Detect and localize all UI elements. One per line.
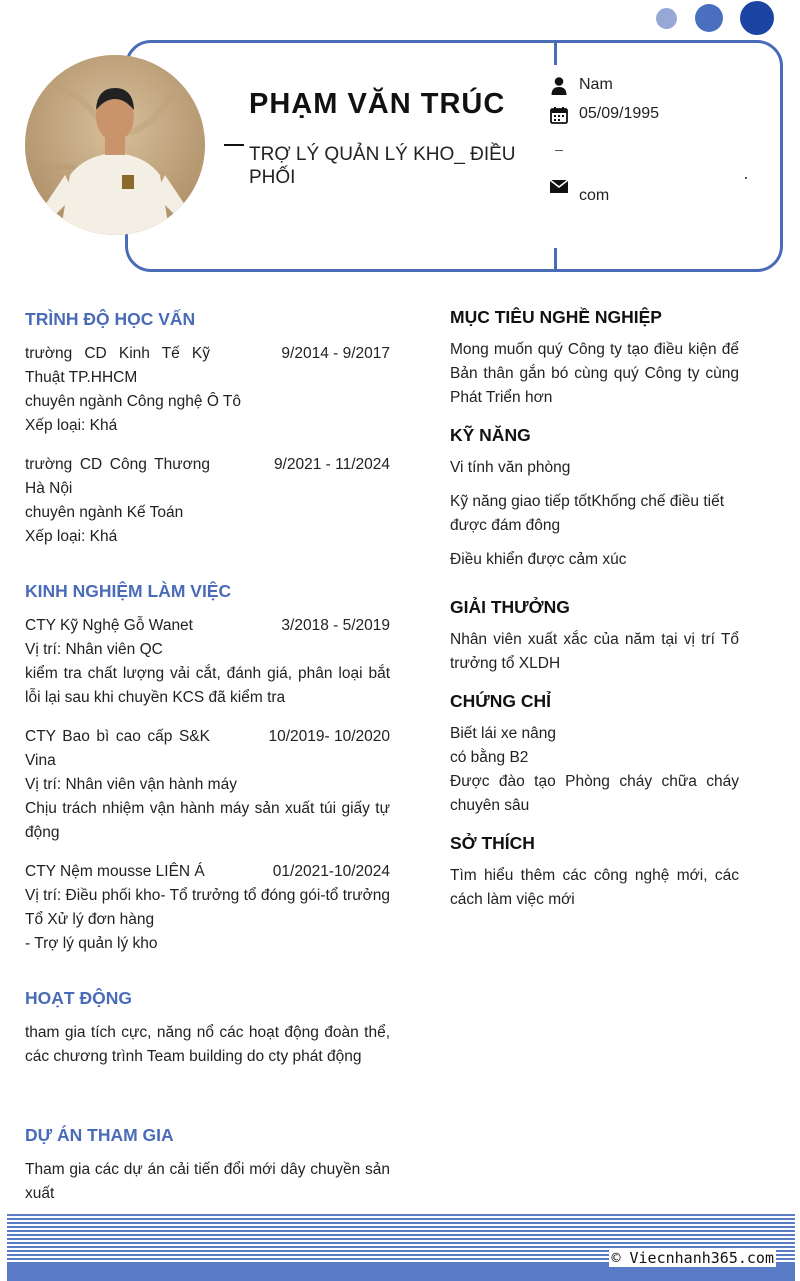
exp-2-role: Vị trí: Nhân viên vận hành máy — [25, 776, 237, 793]
hobbies-text: Tìm hiểu thêm các công nghệ mới, các cách làm việc mới — [450, 867, 739, 908]
edu-1-period: 9/2014 - 9/2017 — [281, 345, 390, 362]
exp-2-desc: Chịu trách nhiệm vận hành máy sản xuất túi giấy tự động — [25, 800, 390, 841]
header-divider-top — [554, 43, 557, 65]
job-title: TRỢ LÝ QUẢN LÝ KHO_ ĐIỀU PHỐI — [249, 144, 516, 188]
user-icon — [549, 76, 569, 96]
title-dash — [224, 144, 244, 146]
edu-2-school: trường CD Công Thương Hà Nội — [25, 456, 210, 497]
activities-text: tham gia tích cực, năng nổ các hoạt động đoàn thể, các chương trình Team building do cty phát động — [25, 1024, 390, 1065]
education-title: TRÌNH ĐỘ HỌC VẤN — [25, 309, 196, 329]
copyright-text: © Viecnhanh365.com — [611, 1249, 774, 1267]
exp-1-role: Vị trí: Nhân viên QC — [25, 641, 163, 658]
projects-title: DỰ ÁN THAM GIA — [25, 1125, 174, 1145]
avatar-photo — [25, 55, 205, 235]
candidate-name: PHẠM VĂN TRÚC — [249, 88, 506, 120]
edu-2-period: 9/2021 - 11/2024 — [273, 456, 390, 473]
exp-3-desc: - Trợ lý quản lý kho — [25, 935, 158, 952]
edu-1-school: trường CD Kinh Tế Kỹ Thuật TP.HHCM — [25, 345, 210, 386]
decor-dot-small — [656, 8, 677, 29]
edu-1-grade: Xếp loại: Khá — [25, 417, 118, 434]
certificate-line: Biết lái xe nâng — [450, 725, 556, 742]
objective-text: Mong muốn quý Công ty tạo điều kiện để Bản thân gắn bó cùng quý Công ty cùng Phát Triển hơn — [450, 341, 739, 406]
certificate-line: Được đào tạo Phòng cháy chữa cháy chuyên sâu — [450, 773, 739, 814]
avatar — [25, 55, 205, 235]
experience-title: KINH NGHIỆM LÀM VIỆC — [25, 581, 232, 601]
exp-2-period: 10/2019- 10/2020 — [268, 728, 390, 745]
skill-item: Điều khiển được cảm xúc — [450, 551, 627, 568]
skill-item: Kỹ năng giao tiếp tốtKhống chế điều tiết được đám đông — [450, 493, 725, 534]
objective-title: MỤC TIÊU NGHỀ NGHIỆP — [450, 307, 662, 327]
exp-3-company: CTY Nệm mousse LIÊN Á — [25, 863, 205, 880]
certificates-title: CHỨNG CHỈ — [450, 691, 552, 711]
hobbies-title: SỞ THÍCH — [450, 833, 535, 853]
decor-dot-large — [740, 1, 774, 35]
email-value: com — [579, 187, 610, 204]
exp-3-period: 01/2021-10/2024 — [272, 863, 390, 880]
skills-title: KỸ NĂNG — [450, 425, 531, 445]
exp-1-company: CTY Kỹ Nghệ Gỗ Wanet — [25, 617, 193, 634]
calendar-icon — [549, 105, 569, 125]
projects-text: Tham gia các dự án cải tiến đổi mới dây chuyền sản xuất — [25, 1161, 390, 1202]
gender-value: Nam — [579, 76, 613, 93]
phone-icon — [555, 150, 563, 151]
edu-2-grade: Xếp loại: Khá — [25, 528, 118, 545]
email-dot — [745, 177, 747, 179]
header-divider-bottom — [554, 248, 557, 270]
decor-dot-medium — [695, 4, 723, 32]
exp-1-period: 3/2018 - 5/2019 — [281, 617, 390, 634]
activities-title: HOẠT ĐỘNG — [25, 988, 132, 1008]
birthday-value: 05/09/1995 — [579, 105, 660, 122]
exp-1-desc: kiểm tra chất lượng vải cắt, đánh giá, phân loại bắt lỗi lại sau khi chuyền KCS đã kiểm tra — [25, 665, 390, 706]
skill-item: Vi tính văn phòng — [450, 459, 571, 476]
edu-2-major: chuyên ngành Kế Toán — [25, 504, 184, 521]
awards-text: Nhân viên xuất xắc của năm tại vị trí Tổ trưởng tổ XLDH — [450, 631, 739, 672]
awards-title: GIẢI THƯỞNG — [450, 597, 570, 617]
certificate-line: có bằng B2 — [450, 749, 529, 766]
exp-2-company: CTY Bao bì cao cấp S&K Vina — [25, 728, 210, 769]
exp-3-role: Vị trí: Điều phối kho- Tổ trưởng tổ đóng gói-tổ trưởng Tổ Xử lý đơn hàng — [25, 887, 390, 928]
edu-1-major: chuyên ngành Công nghệ Ô Tô — [25, 393, 242, 410]
mail-icon — [549, 176, 569, 196]
